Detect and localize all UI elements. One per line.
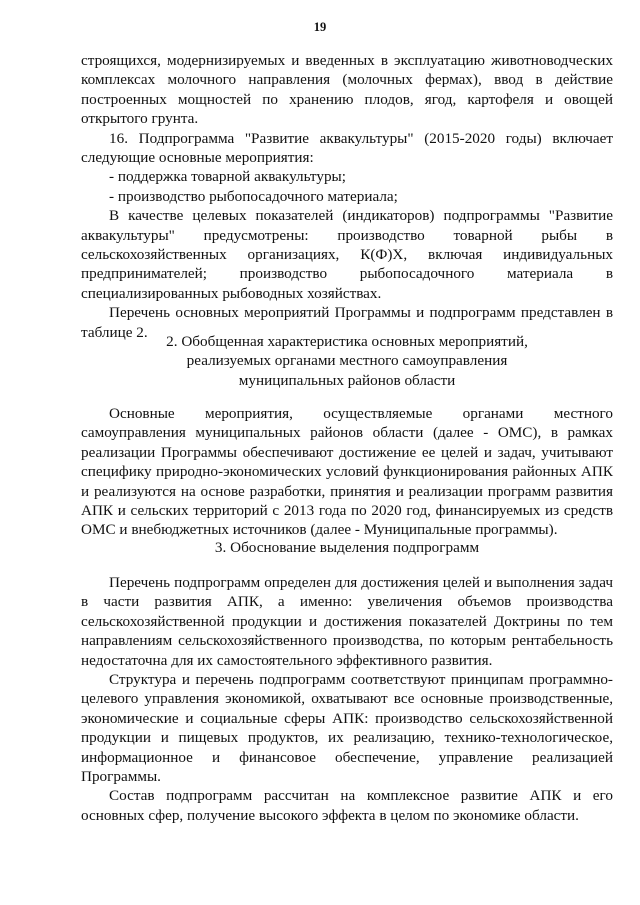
list-item: - производство рыбопосадочного материала; bbox=[109, 187, 398, 205]
list-item: - поддержка товарной аквакультуры; bbox=[109, 168, 346, 186]
section-1-body bbox=[81, 51, 613, 342]
paragraph-subprogram-list: Перечень подпрограмм определен для достижения целей и выполнения задач в части развития АПК, а именно: увеличения объемов производства сельскохозяйственной продукции и достижения показателей Доктрины по тем направлениям сельскохозяйственного производства, по которым рентабельность недостаточна для их самостоятельного эффективного развития. bbox=[81, 574, 613, 669]
heading-line: 3. Обоснование выделения подпрограмм bbox=[214, 539, 480, 556]
heading-line: 2. Обобщенная характеристика основных мероприятий, bbox=[166, 333, 528, 350]
heading-line: реализуемых органами местного самоуправления bbox=[186, 352, 508, 370]
paragraph-structure: Структура и перечень подпрограмм соответствуют принципам программно-целевого управления экономикой, охватывают все основные производственные, экономические и социальные сферы АПК: производство сельскохозяйственной продукции и пищевых продуктов, их реализацию, технико-технологическое, информационное и финансовое обеспечение, управление реализацией Программы. bbox=[81, 671, 613, 786]
paragraph-livestock-continuation: строящихся, модернизируемых и введенных в эксплуатацию животноводческих комплексах молочного направления (молочных фермах), ввод в действие построенных мощностей по хранению плодов, ягод, картофеля и овощей открытого грунта. bbox=[81, 52, 613, 128]
page-number: 19 bbox=[313, 20, 327, 34]
section-3-body bbox=[81, 573, 613, 825]
paragraph-municipal-measures: Основные мероприятия, осуществляемые органами местного самоуправления муниципальных районов области (далее - ОМС), в рамках реализации Программы обеспечивают достижение ее целей и задач, учитывают специфику природно-экономических условий функционирования районных АПК и реализуются на основе разработки, принятия и реализации программ развития АПК и сельских территорий с 2013 года по 2020 год, финансируемых из средств ОМС и внебюджетных источников (далее - Муниципальные программы). bbox=[81, 405, 613, 539]
paragraph-composition: Состав подпрограмм рассчитан на комплексное развитие АПК и его основных сфер, получение высокого эффекта в целом по экономике области. bbox=[81, 787, 613, 824]
section-2-body bbox=[81, 404, 613, 540]
section-3-heading bbox=[81, 538, 613, 557]
paragraph-table-reference: Перечень основных мероприятий Программы и подпрограмм представлен в таблице 2. bbox=[81, 304, 613, 341]
heading-line: муниципальных районов области bbox=[238, 371, 456, 389]
paragraph-target-indicators: В качестве целевых показателей (индикаторов) подпрограммы "Развитие аквакультуры" предусмотрены: производство товарной рыбы в сельскохозяйственных организациях, К(Ф)Х, включая индивидуальных предпринимателей; производство рыбопосадочного материала в специализированных рыбоводных хозяйствах. bbox=[81, 207, 613, 302]
paragraph-aquaculture-subprogram: 16. Подпрограмма "Развитие аквакультуры" (2015-2020 годы) включает следующие основные мероприятия: bbox=[81, 129, 613, 167]
section-2-heading bbox=[81, 332, 613, 390]
